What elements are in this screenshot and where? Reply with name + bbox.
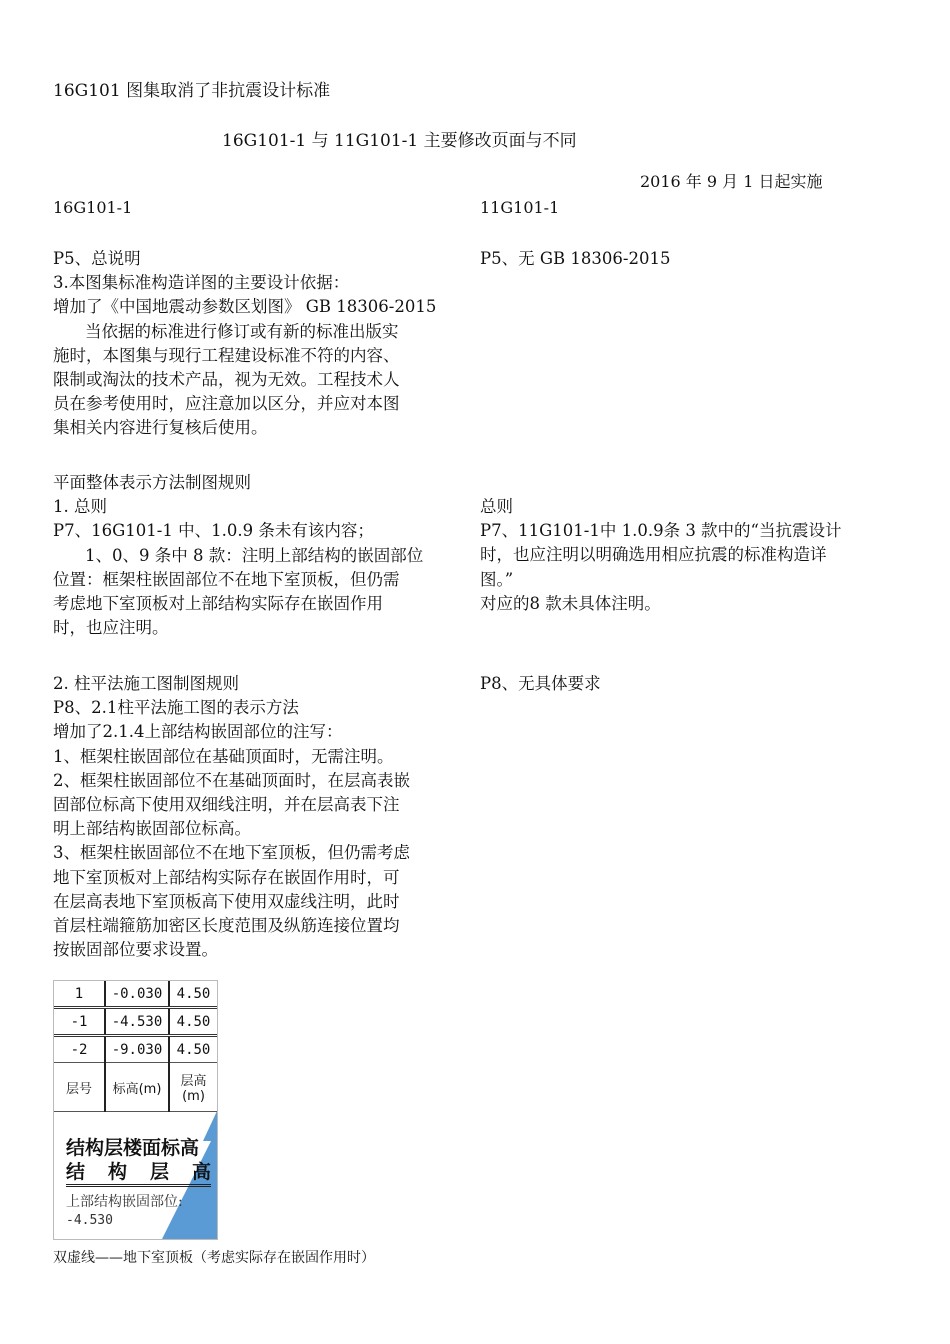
line: 增加了《中国地震动参数区划图》 GB 18306-2015 [53, 297, 437, 317]
line: P5、无 GB 18306-2015 [480, 249, 671, 268]
table-cell: 4.50 [169, 1036, 217, 1063]
table-cell: -2 [54, 1036, 105, 1063]
line: 位置：框架柱嵌固部位不在地下室顶板，但仍需 [53, 569, 400, 589]
line: 增加了2.1.4上部结构嵌固部位的注写： [53, 722, 343, 742]
table-header-cell: 层号 [54, 1063, 105, 1112]
char: 结 [66, 1161, 86, 1183]
doc-title: 16G101 图集取消了非抗震设计标准 [53, 81, 331, 101]
line: 平面整体表示方法制图规则 [53, 473, 251, 492]
figure-caption: 双虚线——地下室顶板（考虑实际存在嵌固作用时） [53, 1250, 375, 1266]
line: 固部位标高下使用双细线注明，并在层高表下注 [53, 795, 400, 815]
line: P5、总说明 [53, 249, 141, 268]
line: 员在参考使用时，应注意加以区分，并应对本图 [53, 394, 400, 414]
left-section-rules [53, 471, 423, 640]
char: 构 [107, 1161, 127, 1183]
line: 施时，本图集与现行工程建设标准不符的内容、 [53, 345, 400, 365]
table-row [54, 1036, 217, 1063]
table-cell: -1 [54, 1008, 105, 1036]
right-section-rules [480, 495, 842, 616]
line: 地下室顶板对上部结构实际存在嵌固作用时，可 [53, 867, 400, 887]
line: P7、16G101-1 中、1.0.9 条未有该内容； [53, 521, 374, 541]
line: P7、11G101-1中 1.0.9条 3 款中的“当抗震设计 [480, 521, 842, 541]
right-section-general [480, 247, 670, 271]
table-cell: 1 [54, 981, 105, 1008]
figure-label-embed-location: 上部结构嵌固部位: [66, 1194, 183, 1210]
table-header-cell: 标高(m) [105, 1063, 169, 1112]
line: 1. 总则 [53, 497, 107, 517]
line: 时，也应注明以明确选用相应抗震的标准构造详 [480, 545, 827, 565]
left-column-header: 16G101-1 [53, 198, 133, 217]
table-cell: -0.030 [105, 981, 169, 1008]
left-section-column [53, 672, 410, 962]
line: 首层柱端箍筋加密区长度范围及纵筋连接位置均 [53, 916, 400, 936]
table-cell: 4.50 [169, 1008, 217, 1036]
floor-height-table-figure [53, 980, 218, 1240]
line: 按嵌固部位要求设置。 [53, 940, 218, 960]
line: 2、框架柱嵌固部位不在基础顶面时，在层高表嵌 [53, 770, 410, 790]
line: 对应的8 款未具体注明。 [480, 593, 661, 613]
floor-height-table [54, 981, 217, 1112]
line: 3、框架柱嵌固部位不在地下室顶板，但仍需考虑 [53, 843, 410, 863]
figure-label-embed-elevation: -4.530 [66, 1213, 113, 1228]
figure-label-floor-elevation: 结构层楼面标高 [66, 1137, 200, 1159]
line: 限制或淘汰的技术产品，视为无效。工程技术人 [53, 370, 400, 390]
line: P8、无具体要求 [480, 674, 601, 693]
line: 明上部结构嵌固部位标高。 [53, 819, 251, 839]
table-header-cell: 层高(m) [169, 1063, 217, 1112]
figure-label-floor-height [66, 1157, 211, 1187]
line: 1、0、9 条中 8 款：注明上部结构的嵌固部位 [85, 545, 424, 565]
effective-date: 2016 年 9 月 1 日起实施 [640, 172, 823, 191]
line: 在层高表地下室顶板高下使用双虚线注明，此时 [53, 891, 400, 911]
line: 考虑地下室顶板对上部结构实际存在嵌固作用 [53, 594, 383, 614]
line: 3.本图集标准构造详图的主要设计依据： [53, 273, 350, 293]
decorative-shape [203, 1111, 217, 1141]
doc-subtitle: 16G101-1 与 11G101-1 主要修改页面与不同 [222, 131, 577, 151]
left-section-general [53, 247, 436, 441]
line: 集相关内容进行复核后使用。 [53, 418, 268, 438]
line: 2. 柱平法施工图制图规则 [53, 674, 239, 693]
table-row [54, 981, 217, 1008]
line: 总则 [480, 497, 513, 516]
right-section-column [480, 672, 601, 696]
line: P8、2.1柱平法施工图的表示方法 [53, 698, 299, 718]
line: 当依据的标准进行修订或有新的标准出版实 [85, 321, 399, 341]
right-column-header: 11G101-1 [480, 198, 560, 217]
table-row [54, 1008, 217, 1036]
table-cell: 4.50 [169, 981, 217, 1008]
char: 高 [191, 1161, 211, 1183]
table-cell: -4.530 [105, 1008, 169, 1036]
table-cell: -9.030 [105, 1036, 169, 1063]
line: 1、框架柱嵌固部位在基础顶面时，无需注明。 [53, 746, 394, 766]
line: 时，也应注明。 [53, 618, 169, 638]
table-header-row [54, 1063, 217, 1112]
char: 层 [149, 1161, 169, 1183]
line: 图。” [480, 569, 514, 589]
